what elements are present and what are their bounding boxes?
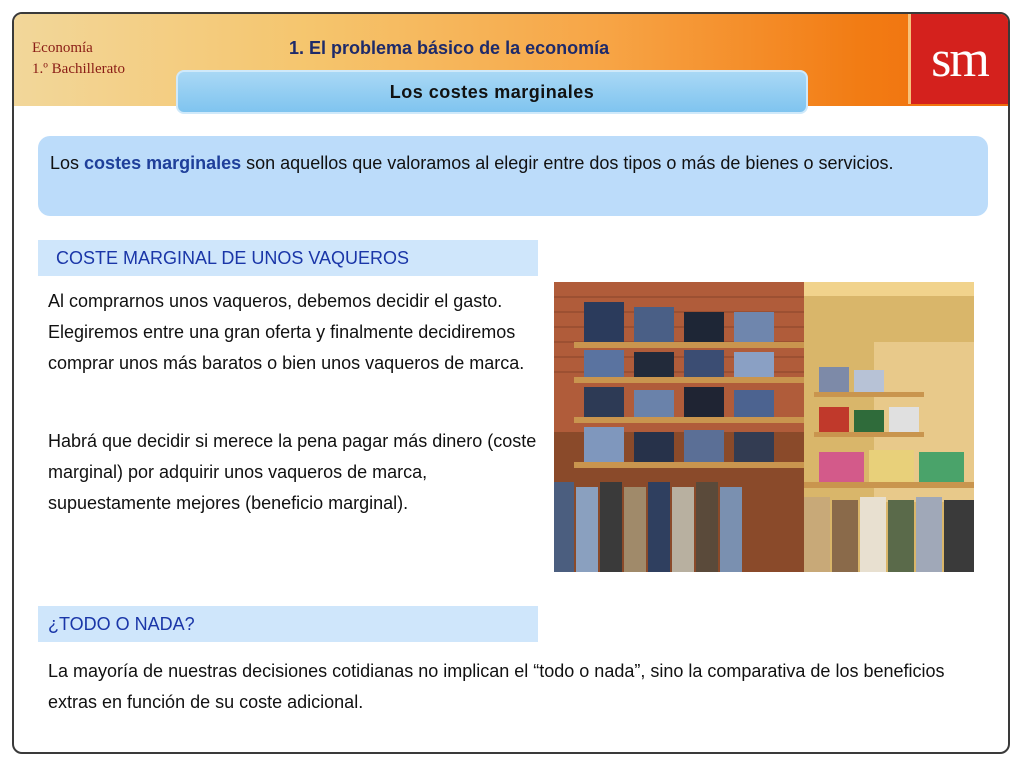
definition-prefix: Los xyxy=(50,153,80,173)
definition-box xyxy=(38,136,988,216)
paragraph-vaqueros-1 xyxy=(48,286,538,379)
section-title-todo-o-nada: ¿TODO O NADA? xyxy=(48,613,195,634)
course-subject: Economía xyxy=(32,40,93,56)
course-label xyxy=(32,38,125,80)
course-level: 1.º Bachillerato xyxy=(32,61,125,77)
paragraph-text: Habrá que decidir si merece la pena pagar más dinero (coste marginal) por adquirir unos vaqueros de marca, supuestamente mejores (beneficio marginal). xyxy=(48,431,537,513)
clothing-store-photo xyxy=(554,282,974,572)
store-image-icon xyxy=(554,282,974,572)
section-title-vaqueros: COSTE MARGINAL DE UNOS VAQUEROS xyxy=(56,247,410,268)
slide-subtitle-text: Los costes marginales xyxy=(389,81,595,102)
paragraph-todo-o-nada xyxy=(48,656,948,718)
section-header-todo-o-nada xyxy=(38,606,538,642)
definition-keyword: costes marginales xyxy=(84,153,242,173)
paragraph-text: La mayoría de nuestras decisiones cotidianas no implican el “todo o nada”, sino la comparativa de los beneficios extras en función de su coste adicional. xyxy=(48,661,945,712)
slide xyxy=(12,12,1010,754)
unit-title: 1. El problema básico de la economía xyxy=(289,38,610,58)
paragraph-vaqueros-2 xyxy=(48,426,548,519)
section-header-vaqueros xyxy=(38,240,538,276)
definition-text: son aquellos que valoramos al elegir entre dos tipos o más de bienes o servicios. xyxy=(246,153,894,173)
sm-logo: sm xyxy=(908,14,1008,104)
paragraph-text: Al comprarnos unos vaqueros, debemos decidir el gasto. Elegiremos entre una gran oferta y finalmente decidiremos comprar unos más baratos o bien unos vaqueros de marca. xyxy=(48,291,525,373)
slide-subtitle xyxy=(176,70,808,114)
